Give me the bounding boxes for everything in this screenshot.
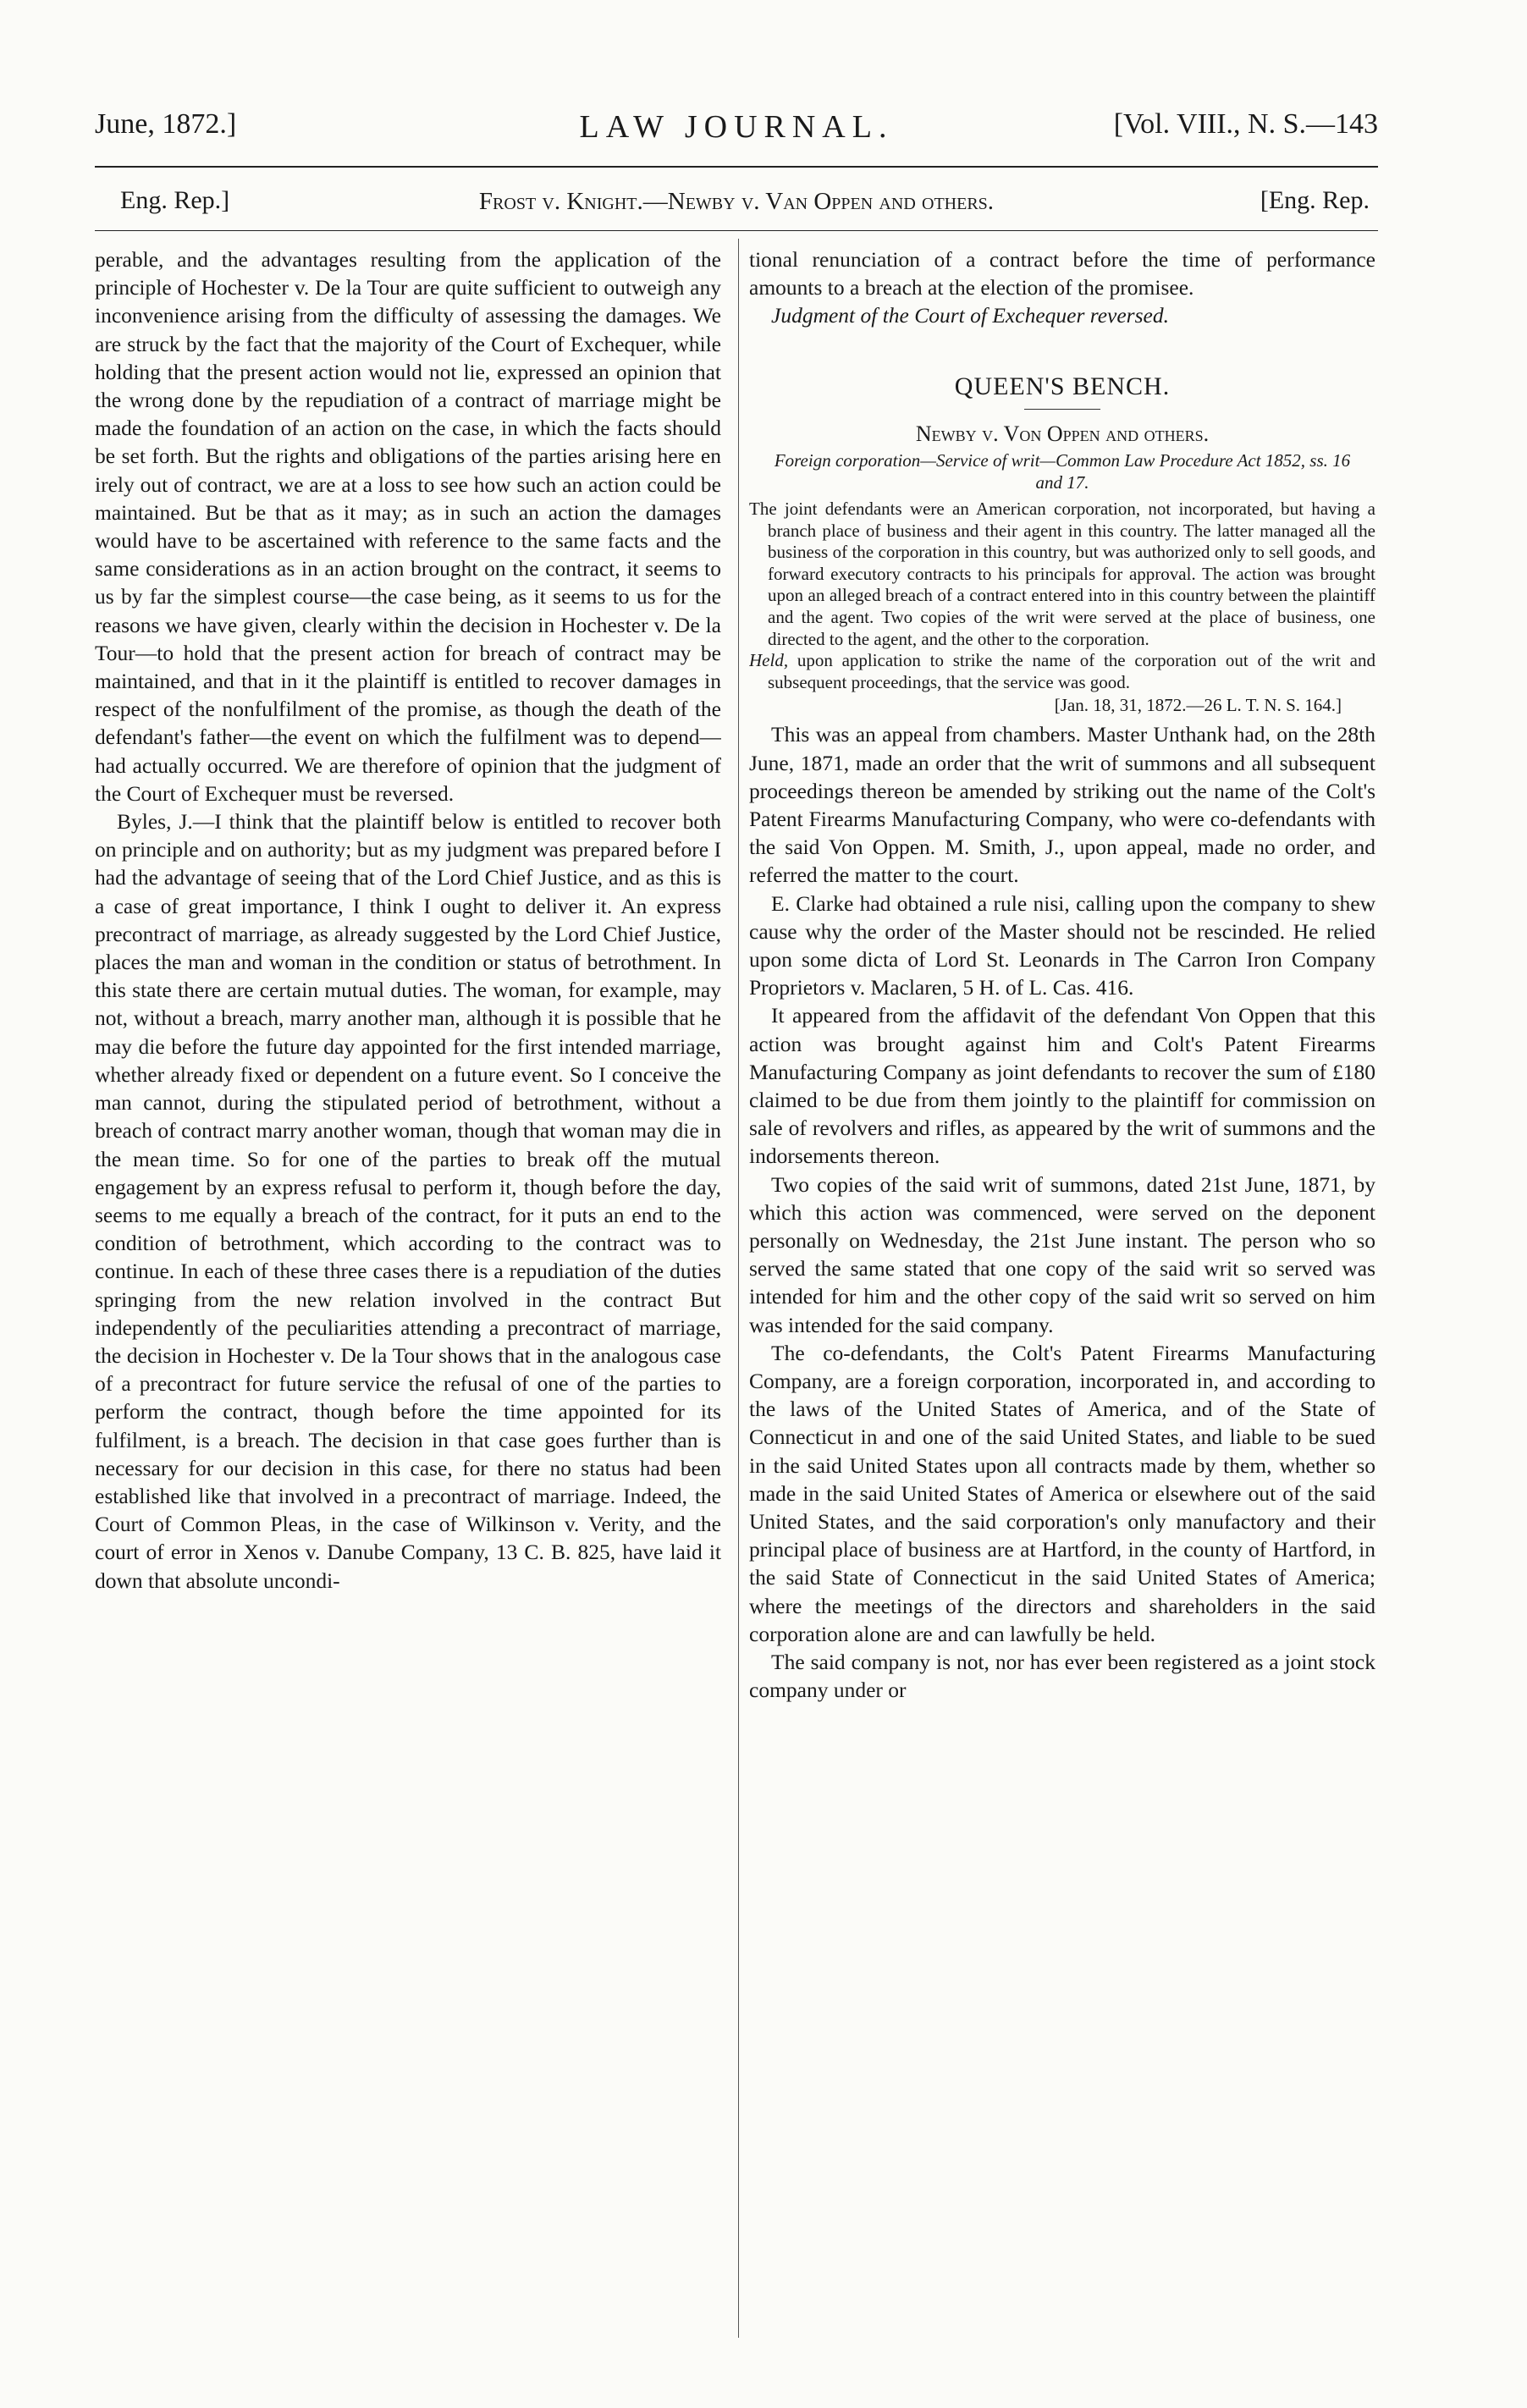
byles-opinion-paragraph: Byles, J.—I think that the plaintiff below is entitled to recover both on principle and on authority; but as my judgment was prepared before I had the advantage of seeing that of the Lord Chief Justice, and as this is a case of great importance, I think I ought to deliver it. An express precontract of marriage, as already suggested by the Lord Chief Justice, places the man and woman in the condition or status of betrothment. In this state there are certain mutual duties. The woman, for example, may not, without a breach, marry another man, although it is possible that he may die before the future day appointed for the first intended marriage, whether already fixed or dependent on a future event. So I conceive the man cannot, during the stipulated period of betrothment, without a breach of contract marry another woman, though that woman may die in the mean time. So for one of the parties to break off the mutual engagement by an express refusal to perform it, though before the day, seems to me equally a breach of the contract, for it puts an end to the condition of betrothment, which according to the contract was to continue. In each of these three cases there is a repudiation of the duties springing from the new relation involved in the contract But independently of the peculiarities attending a precontract of marriage, the decision in Hochester v. De la Tour shows that in the analogous case of a precontract for future service the refusal of one of the parties to perform the contract, though before the time appointed for its fulfilment, is a breach. The decision in that case goes further than is necessary for our decision in this case, for there no status had been established like that involved in a precontract of marriage. Indeed, the Court of Common Pleas, in the case of Wilkinson v. Verity, and the court of error in Xenos v. Danube Company, 13 C. B. 825, have laid it down that absolute uncondi-: [95, 809, 721, 1593]
court-rule: [1024, 409, 1100, 410]
headnote-held: [749, 650, 1375, 693]
case-keywords: Foreign corporation—Service of writ—Common Law Procedure Act 1852, ss. 16 and 17.: [774, 450, 1351, 493]
left-column: [95, 245, 721, 2345]
case-title: Newby v. Von Oppen and others.: [915, 421, 1210, 446]
corporation-paragraph: The co-defendants, the Colt's Patent Firearms Manufacturing Company, are a foreign corporation, incorporated in, and according to the laws of the United States of America, and of the State of Connecticut in and one of the said United States, and liable to be sued in the said United States upon all contracts made by them, whether so made in the said United States of America or elsewhere out of the said United States, and the said corporation's only manufactory and their principal place of business are at Hartford, in the county of Hartford, in the said State of Connecticut in the said United States of America; where the meetings of the directors and shareholders in the said corporation alone are and can lawfully be held.: [749, 1340, 1375, 1646]
header-rule: [95, 166, 1378, 168]
running-head: [95, 108, 1378, 151]
held-text: upon application to strike the name of the corporation out of the writ and subsequent proceedings, that the service was good.: [768, 650, 1375, 692]
judgment-paragraph: perable, and the advantages resulting from the application of the principle of Hochester v. De la Tour are quite sufficient to outweigh any inconvenience arising from the difficulty of assessing the damages. We are struck by the fact that the majority of the Court of Exchequer, while holding that the present action would not lie, expressed an opinion that the wrong done by the repudiation of a contract of marriage might be made the foundation of an action on the case, in which the facts should be set forth. But the rights and obligations of the parties arising here en irely out of contract, we are at a loss to see how such an action could be maintained. But be that as it may; as in such an action the damages would have to be ascertained with reference to the same facts and the same considerations as in an action brought on the contract, it seems to us by far the simplest course—the case being, as it seems to us for the reasons we have given, clearly within the decision in Hochester v. De la Tour—to hold that the present action for breach of contract may be maintained, and that in it the plaintiff is entitled to recover damages in respect of the nonfulfilment of the promise, as though the death of the defendant's father—the event on which the fulfilment was to depend—had actually occurred. We are therefore of opinion that the judgment of the Court of Exchequer must be reversed.: [95, 247, 721, 806]
court-heading: QUEEN'S BENCH.: [954, 372, 1171, 400]
case-head-rule: [95, 230, 1378, 231]
held-label: Held,: [749, 650, 789, 671]
report-label-right: [Eng. Rep.: [1260, 186, 1370, 214]
case-names: Frost v. Knight.—Newby v. Van Oppen and others.: [478, 188, 995, 215]
headnote-facts: The joint defendants were an American corporation, not incorporated, but having a branch place of business and their agent in this country. The latter managed all the business of the corporation in this country, but was authorized only to sell goods, and forward executory contracts to his principals for approval. The action was brought upon an alleged breach of a contract entered into in this country between the plaintiff and the agent. Two copies of the writ were served at the place of business, one directed to the agent, and the other to the corporation.: [749, 499, 1375, 649]
headnote: [749, 499, 1375, 693]
judgment-line: Judgment of the Court of Exchequer reversed.: [771, 303, 1169, 328]
volume-page: [Vol. VIII., N. S.—143: [1113, 108, 1378, 140]
rule-nisi-paragraph: E. Clarke had obtained a rule nisi, calling upon the company to shew cause why the order of the Master should not be rescinded. He relied upon some dicta of Lord St. Leonards in The Carron Iron Company Proprietors v. Maclaren, 5 H. of L. Cas. 416.: [749, 890, 1375, 1000]
report-label-left: Eng. Rep.]: [120, 186, 230, 214]
journal-title: LAW JOURNAL.: [579, 109, 894, 145]
affidavit-paragraph: It appeared from the affidavit of the defendant Von Oppen that this action was brought against him and Colt's Patent Firearms Manufacturing Company as joint defendants to recover the sum of £180 claimed to be due from them jointly to the plaintiff for commission on sale of revolvers and rifles, as appeared by the writ of summons and the indorsements thereon.: [749, 1003, 1375, 1169]
service-paragraph: Two copies of the said writ of summons, dated 21st June, 1871, by which this action was commenced, were served on the deponent personally on Wednesday, the 21st June instant. The person who so served the same stated that one copy of the said writ so served was intended for him and the other copy of the said writ so served on him was intended for the said company.: [749, 1171, 1375, 1337]
case-citation: [Jan. 18, 31, 1872.—26 L. T. N. S. 164.]: [1054, 695, 1342, 716]
continued-paragraph: tional renunciation of a contract before the time of performance amounts to a breach at the election of the promisee.: [749, 247, 1375, 300]
registration-paragraph: The said company is not, nor has ever been registered as a joint stock company under or: [749, 1650, 1375, 1703]
column-divider: [738, 239, 739, 2338]
appeal-paragraph: This was an appeal from chambers. Master Unthank had, on the 28th June, 1871, made an order that the writ of summons and all subsequent proceedings thereon be amended by striking out the name of the Colt's Patent Firearms Manufacturing Company, who were co-defendants with the said Von Oppen. M. Smith, J., upon appeal, made no order, and referred the matter to the court.: [749, 722, 1375, 888]
issue-date: June, 1872.]: [95, 108, 237, 140]
right-column: [749, 245, 1375, 2345]
case-running-head: [95, 186, 1378, 223]
